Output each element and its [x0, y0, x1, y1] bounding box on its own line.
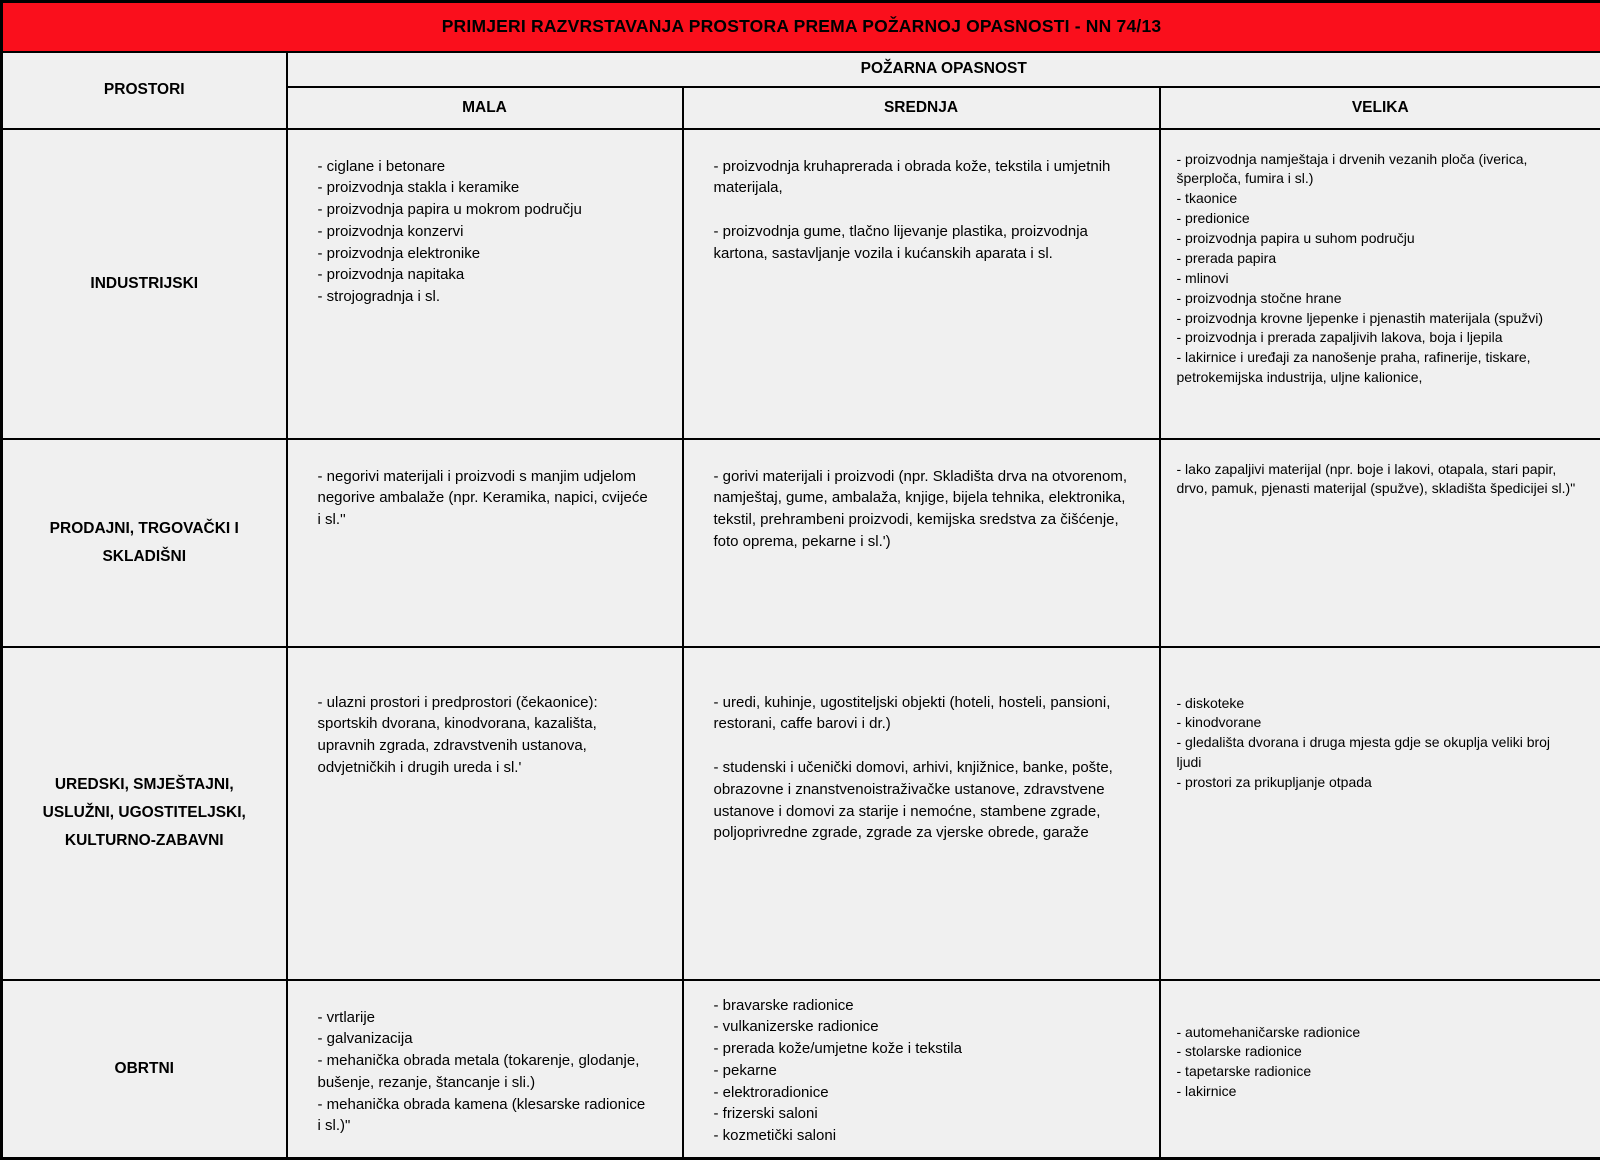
- list-item: - tapetarske radionice: [1177, 1062, 1577, 1082]
- list-item: - proizvodnja papira u mokrom području: [318, 199, 652, 221]
- list-item: - gledališta dvorana i druga mjesta gdje se okuplja veliki broj ljudi: [1177, 733, 1577, 773]
- list-item: - proizvodnja konzervi: [318, 221, 652, 243]
- list-item: - automehaničarske radionice: [1177, 1023, 1577, 1043]
- cell-uredski-srednja: [683, 647, 1160, 980]
- list-item: - vrtlarije: [318, 1007, 652, 1029]
- list-item: - strojogradnja i sl.: [318, 286, 652, 308]
- list-item: - elektroradionice: [714, 1082, 1129, 1104]
- column-header-mala: MALA: [287, 87, 683, 129]
- list-item: - lako zapaljivi materijal (npr. boje i lakovi, otapala, stari papir, drvo, pamuk, pjenasti materijal (spužve), skladišta špedicijei sl.)": [1177, 460, 1577, 500]
- column-header-srednja: SREDNJA: [683, 87, 1160, 129]
- list-item: - proizvodnja i prerada zapaljivih lakova, boja i ljepila: [1177, 328, 1577, 348]
- row-label-obrtni: OBRTNI: [2, 980, 287, 1159]
- list-item: - tkaonice: [1177, 189, 1577, 209]
- cell-industrijski-srednja: [683, 129, 1160, 439]
- list-item: - predionice: [1177, 209, 1577, 229]
- list-item: - lakirnice: [1177, 1082, 1577, 1102]
- list-item: - proizvodnja stakla i keramike: [318, 177, 652, 199]
- cell-obrtni-srednja: [683, 980, 1160, 1159]
- list-item: - mehanička obrada metala (tokarenje, glodanje, bušenje, rezanje, štancanje i sli.): [318, 1050, 652, 1094]
- cell-prodajni-velika: [1160, 439, 1600, 647]
- list-item: - prostori za prikupljanje otpada: [1177, 773, 1577, 793]
- list-item: - negorivi materijali i proizvodi s manjim udjelom negorive ambalaže (npr. Keramika, napici, cvijeće i sl.'': [318, 466, 652, 531]
- list-item: - mlinovi: [1177, 269, 1577, 289]
- list-item: - uredi, kuhinje, ugostiteljski objekti (hoteli, hosteli, pansioni, restorani, caffe barovi i dr.): [714, 692, 1129, 736]
- list-item: - proizvodnja stočne hrane: [1177, 289, 1577, 309]
- list-item: - proizvodnja gume, tlačno lijevanje plastika, proizvodnja kartona, sastavljanje vozila i kućanskih aparata i sl.: [714, 221, 1129, 265]
- list-item: - lakirnice i uređaji za nanošenje praha, rafinerije, tiskare, petrokemijska industrija, uljne kalionice,: [1177, 348, 1577, 388]
- list-item: [714, 735, 1129, 757]
- list-item: - proizvodnja elektronike: [318, 243, 652, 265]
- list-item: - kinodvorane: [1177, 713, 1577, 733]
- cell-prodajni-mala: [287, 439, 683, 647]
- column-group-pozarna-opasnost: POŽARNA OPASNOST: [287, 52, 1600, 87]
- list-item: - ulazni prostori i predprostori (čekaonice): sportskih dvorana, kinodvorana, kazališta, upravnih zgrada, zdravstvenih ustanova, odvjetničkih i drugih ureda i sl.': [318, 692, 652, 779]
- list-item: - proizvodnja napitaka: [318, 264, 652, 286]
- list-item: - proizvodnja namještaja i drvenih vezanih ploča (iverica, šperploča, fumira i sl.): [1177, 150, 1577, 190]
- cell-obrtni-velika: [1160, 980, 1600, 1159]
- row-label-prodajni: PRODAJNI, TRGOVAČKI I SKLADIŠNI: [2, 439, 287, 647]
- list-item: - proizvodnja kruhaprerada i obrada kože, tekstila i umjetnih materijala,: [714, 156, 1129, 200]
- table-row-obrtni: [2, 980, 1600, 1159]
- cell-uredski-mala: [287, 647, 683, 980]
- list-item: - kozmetički saloni: [714, 1125, 1129, 1147]
- column-header-velika: VELIKA: [1160, 87, 1600, 129]
- cell-obrtni-mala: [287, 980, 683, 1159]
- table-row-industrijski: [2, 129, 1600, 439]
- list-item: - pekarne: [714, 1060, 1129, 1082]
- list-item: - prerada papira: [1177, 249, 1577, 269]
- cell-prodajni-srednja: [683, 439, 1160, 647]
- list-item: - ciglane i betonare: [318, 156, 652, 178]
- row-label-uredski: UREDSKI, SMJEŠTAJNI, USLUŽNI, UGOSTITELJSKI, KULTURNO-ZABAVNI: [2, 647, 287, 980]
- row-label-industrijski: INDUSTRIJSKI: [2, 129, 287, 439]
- list-item: - proizvodnja papira u suhom području: [1177, 229, 1577, 249]
- column-header-prostori: PROSTORI: [2, 52, 287, 129]
- list-item: - proizvodnja krovne ljepenke i pjenastih materijala (spužvi): [1177, 309, 1577, 329]
- table-row-uredski: [2, 647, 1600, 980]
- list-item: - gorivi materijali i proizvodi (npr. Skladišta drva na otvorenom, namještaj, gume, ambalaža, knjige, bijela tehnika, elektronika, tekstil, prehrambeni proizvodi, kemijska sredstva za čišćenje, foto oprema, pekarne i sl.'): [714, 466, 1129, 553]
- list-item: - bravarske radionice: [714, 995, 1129, 1017]
- list-item: - frizerski saloni: [714, 1103, 1129, 1125]
- list-item: - mehanička obrada kamena (klesarske radionice i sl.)": [318, 1094, 652, 1138]
- table-row-prodajni: [2, 439, 1600, 647]
- title-row: [2, 2, 1600, 52]
- cell-uredski-velika: [1160, 647, 1600, 980]
- list-item: - studenski i učenički domovi, arhivi, knjižnice, banke, pošte, obrazovne i znanstvenoistraživačke ustanove, zdravstvene ustanove i domovi za starije i nemoćne, stambene zgrade, poljoprivredne zgrade, zgrade za vjerske obrede, garaže: [714, 757, 1129, 844]
- list-item: - galvanizacija: [318, 1028, 652, 1050]
- list-item: - vulkanizerske radionice: [714, 1016, 1129, 1038]
- cell-industrijski-mala: [287, 129, 683, 439]
- cell-industrijski-velika: [1160, 129, 1600, 439]
- list-item: [714, 199, 1129, 221]
- page-title: PRIMJERI RAZVRSTAVANJA PROSTORA PREMA POŽARNOJ OPASNOSTI - NN 74/13: [2, 2, 1600, 52]
- list-item: - diskoteke: [1177, 694, 1577, 714]
- list-item: - stolarske radionice: [1177, 1042, 1577, 1062]
- list-item: - prerada kože/umjetne kože i tekstila: [714, 1038, 1129, 1060]
- group-header-row: [2, 52, 1600, 87]
